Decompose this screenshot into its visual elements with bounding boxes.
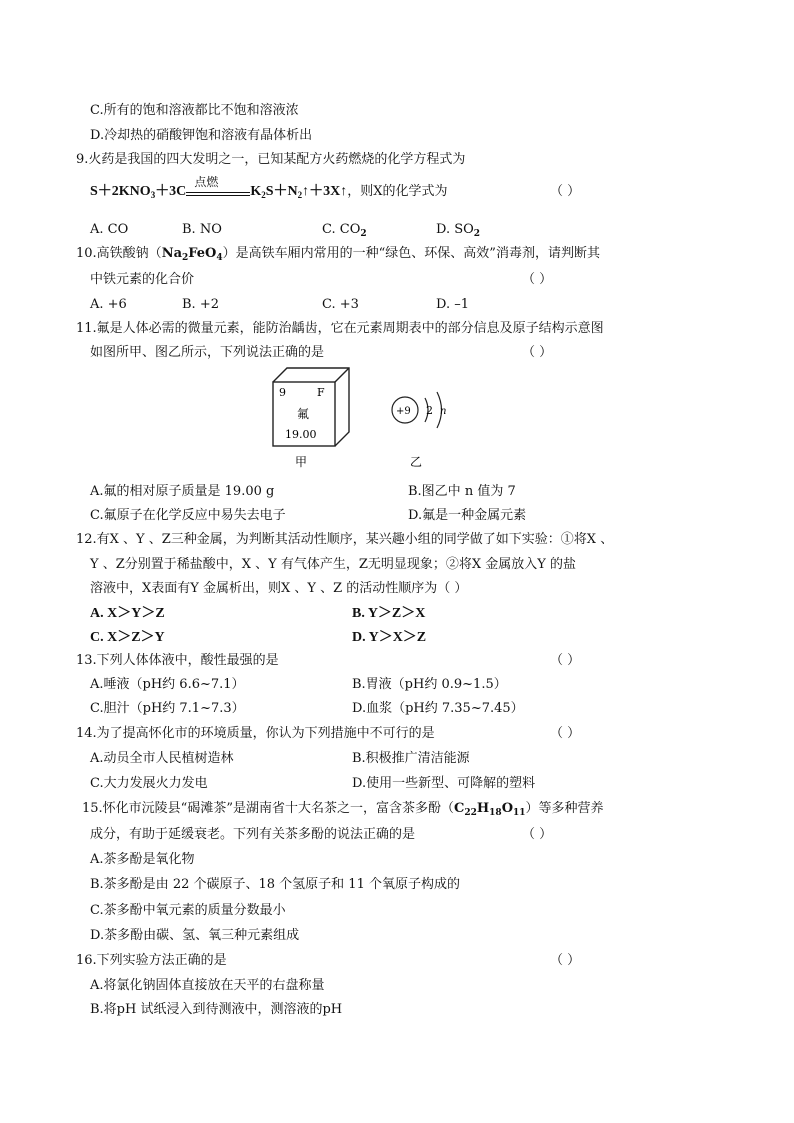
q12-line2: Y 、Z分别置于稀盐酸中，X 、Y 有气体产生，Z无明显现象；②将X 金属放入Y 的盐 bbox=[90, 557, 576, 572]
q9-option-a: A. CO bbox=[90, 222, 129, 237]
q13-stem: 13.下列人体体液中，酸性最强的是 bbox=[76, 653, 279, 668]
card-caption: 甲 bbox=[295, 455, 308, 469]
svg-text:+9: +9 bbox=[396, 406, 411, 417]
q12-line3: 溶液中，X表面有Y 金属析出，则X 、Y 、Z 的活动性顺序为（ ） bbox=[90, 581, 468, 596]
q15-option-a: A.茶多酚是氧化物 bbox=[90, 852, 195, 867]
card-mass: 19.00 bbox=[285, 428, 317, 441]
q11-option-c: C.氟原子在化学反应中易失去电子 bbox=[90, 508, 286, 523]
option-c-prev: C.所有的饱和溶液都比不饱和溶液浓 bbox=[90, 103, 299, 118]
q15-line2: 成分，有助于延缓衰老。下列有关茶多酚的说法正确的是 bbox=[90, 827, 416, 842]
q9-option-c: C. $CO_2$ bbox=[322, 222, 367, 239]
q15-answer-bracket: （ ） bbox=[522, 827, 553, 842]
card-atomic-number: 9 bbox=[279, 386, 286, 399]
q15-option-d: D.茶多酚由碳、氢、氧三种元素组成 bbox=[90, 928, 300, 943]
option-d-prev: D.冷却热的硝酸钾饱和溶液有晶体析出 bbox=[90, 128, 313, 143]
q10-line2: 中铁元素的化合价 bbox=[90, 272, 195, 287]
q12-option-c: C. X＞Z＞Y bbox=[90, 630, 165, 645]
q12-option-d: D. Y＞X＞Z bbox=[352, 630, 427, 645]
q13-option-b: B.胃液（pH约 0.9~1.5） bbox=[352, 677, 507, 692]
q9-answer-bracket: （ ） bbox=[550, 184, 581, 199]
fluorine-figure bbox=[265, 362, 455, 472]
q14-option-b: B.积极推广清洁能源 bbox=[352, 751, 470, 766]
reaction-arrow: 点燃 bbox=[186, 183, 250, 201]
atom-caption: 乙 bbox=[410, 455, 423, 469]
card-name: 氟 bbox=[297, 407, 310, 421]
q11-answer-bracket: （ ） bbox=[522, 345, 553, 360]
q9-option-b: B. NO bbox=[182, 222, 222, 237]
q12-line1: 12.有X 、Y 、Z三种金属，为判断其活动性顺序，某兴趣小组的同学做了如下实验：①将X 、 bbox=[76, 532, 614, 547]
shell2-count: n bbox=[440, 406, 447, 417]
q9-stem: 9.火药是我国的四大发明之一，已知某配方火药燃烧的化学方程式为 bbox=[76, 152, 466, 167]
q14-option-d: D.使用一些新型、可降解的塑料 bbox=[352, 776, 536, 791]
q14-stem: 14.为了提高怀化市的环境质量，你认为下列措施中不可行的是 bbox=[76, 726, 435, 741]
q10-answer-bracket: （ ） bbox=[522, 272, 553, 287]
q11-option-a: A.氟的相对原子质量是 19.00 g bbox=[90, 484, 275, 499]
q14-answer-bracket: （ ） bbox=[550, 726, 581, 741]
q16-stem: 16.下列实验方法正确的是 bbox=[76, 953, 227, 968]
q12-option-b: B. Y＞Z＞X bbox=[352, 606, 426, 621]
q11-line1: 11.氟是人体必需的微量元素，能防治龋齿，它在元素周期表中的部分信息及原子结构示意图 bbox=[76, 321, 604, 336]
q9-option-d: D. $SO_2$ bbox=[436, 222, 481, 239]
q13-option-c: C.胆汁（pH约 7.1~7.3） bbox=[90, 701, 245, 716]
q11-option-d: D.氟是一种金属元素 bbox=[408, 508, 527, 523]
q13-option-a: A.唾液（pH约 6.6~7.1） bbox=[90, 677, 245, 692]
q10-option-c: C. +3 bbox=[322, 297, 359, 312]
q10-line1: 10.高铁酸钠$(Na_2FeO_4)$是高铁车厢内常用的一种“绿色、环保、高效”消毒剂，请判断其 bbox=[76, 246, 600, 263]
q15-line1: 15.怀化市沅陵县“碣滩茶”是湖南省十大名茶之一，富含茶多酚$(C_{22}H_{18}O_{11})$等多种营养 bbox=[82, 801, 604, 818]
q11-line2: 如图所甲、图乙所示，下列说法正确的是 bbox=[90, 345, 325, 360]
q16-option-b: B.将pH 试纸浸入到待测液中，测溶液的pH bbox=[90, 1002, 343, 1017]
q10-option-a: A. +6 bbox=[90, 297, 127, 312]
q12-option-a: A. X＞Y＞Z bbox=[90, 606, 165, 621]
q15-option-c: C.茶多酚中氧元素的质量分数最小 bbox=[90, 903, 286, 918]
card-symbol: F bbox=[317, 386, 325, 399]
q14-option-c: C.大力发展火力发电 bbox=[90, 776, 208, 791]
shell1-count: 2 bbox=[426, 404, 433, 417]
q16-option-a: A.将氯化钠固体直接放在天平的右盘称量 bbox=[90, 978, 325, 993]
q13-answer-bracket: （ ） bbox=[550, 653, 581, 668]
q10-option-b: B. +2 bbox=[182, 297, 219, 312]
q10-option-d: D. –1 bbox=[436, 297, 469, 312]
atom-structure-diagram bbox=[392, 392, 446, 428]
q11-option-b: B.图乙中 n 值为 7 bbox=[408, 484, 516, 499]
q16-answer-bracket: （ ） bbox=[550, 953, 581, 968]
q14-option-a: A.动员全市人民植树造林 bbox=[90, 751, 234, 766]
q15-option-b: B.茶多酚是由 22 个碳原子、18 个氢原子和 11 个氧原子构成的 bbox=[90, 877, 460, 892]
q9-equation: $S+2KNO_3+3C$ 点燃 $K_2S+N_2↑+3X↑$，则X的化学式为 bbox=[90, 175, 448, 201]
q13-option-d: D.血浆（pH约 7.35~7.45） bbox=[352, 701, 524, 716]
